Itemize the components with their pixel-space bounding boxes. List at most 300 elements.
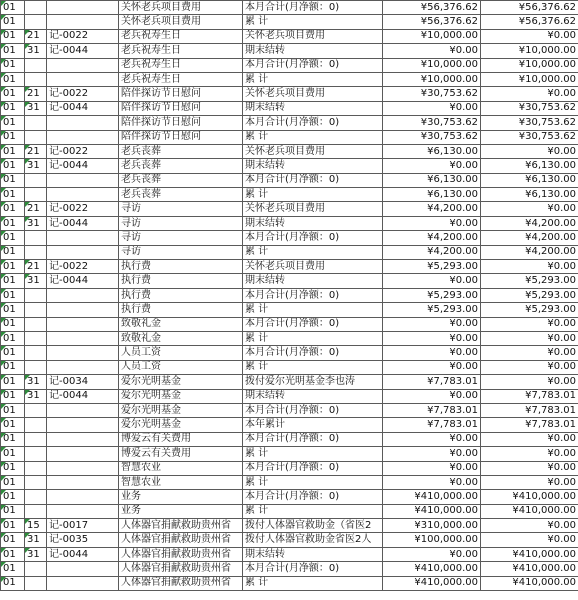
summary-cell[interactable] [243, 44, 383, 58]
summary-cell[interactable] [243, 58, 383, 72]
month-cell[interactable] [1, 231, 25, 245]
balance-cell[interactable] [481, 562, 578, 576]
amount-cell[interactable] [383, 159, 481, 173]
voucher-cell[interactable] [47, 519, 119, 533]
amount-cell[interactable] [383, 29, 481, 43]
table-row[interactable] [1, 403, 578, 417]
balance-cell[interactable] [481, 533, 578, 547]
subject-cell[interactable] [119, 533, 243, 547]
subject-cell[interactable] [119, 144, 243, 158]
subject-cell[interactable] [119, 576, 243, 590]
month-cell[interactable] [1, 29, 25, 43]
amount-cell[interactable] [383, 475, 481, 489]
voucher-cell[interactable] [47, 188, 119, 202]
summary-cell[interactable] [243, 461, 383, 475]
balance-cell[interactable] [481, 29, 578, 43]
day-cell[interactable] [25, 15, 47, 29]
amount-cell[interactable] [383, 547, 481, 561]
table-row[interactable] [1, 461, 578, 475]
subject-cell[interactable] [119, 245, 243, 259]
summary-cell[interactable] [243, 274, 383, 288]
month-cell[interactable] [1, 504, 25, 518]
summary-cell[interactable] [243, 231, 383, 245]
amount-cell[interactable] [383, 144, 481, 158]
month-cell[interactable] [1, 403, 25, 417]
subject-cell[interactable] [119, 375, 243, 389]
month-cell[interactable] [1, 375, 25, 389]
balance-cell[interactable] [481, 375, 578, 389]
subject-cell[interactable] [119, 15, 243, 29]
summary-cell[interactable] [243, 432, 383, 446]
voucher-cell[interactable] [47, 432, 119, 446]
summary-cell[interactable] [243, 1, 383, 15]
voucher-cell[interactable] [47, 245, 119, 259]
voucher-cell[interactable] [47, 260, 119, 274]
summary-cell[interactable] [243, 288, 383, 302]
table-row[interactable] [1, 475, 578, 489]
amount-cell[interactable] [383, 403, 481, 417]
table-row[interactable] [1, 202, 578, 216]
summary-cell[interactable] [243, 346, 383, 360]
voucher-cell[interactable] [47, 173, 119, 187]
amount-cell[interactable] [383, 72, 481, 86]
subject-cell[interactable] [119, 432, 243, 446]
day-cell[interactable] [25, 447, 47, 461]
summary-cell[interactable] [243, 418, 383, 432]
day-cell[interactable] [25, 331, 47, 345]
day-cell[interactable] [25, 346, 47, 360]
balance-cell[interactable] [481, 116, 578, 130]
day-cell[interactable] [25, 159, 47, 173]
balance-cell[interactable] [481, 303, 578, 317]
day-cell[interactable] [25, 173, 47, 187]
summary-cell[interactable] [243, 533, 383, 547]
month-cell[interactable] [1, 144, 25, 158]
amount-cell[interactable] [383, 202, 481, 216]
subject-cell[interactable] [119, 130, 243, 144]
day-cell[interactable] [25, 403, 47, 417]
amount-cell[interactable] [383, 519, 481, 533]
month-cell[interactable] [1, 346, 25, 360]
day-cell[interactable] [25, 288, 47, 302]
summary-cell[interactable] [243, 159, 383, 173]
month-cell[interactable] [1, 303, 25, 317]
balance-cell[interactable] [481, 144, 578, 158]
balance-cell[interactable] [481, 403, 578, 417]
day-cell[interactable] [25, 490, 47, 504]
summary-cell[interactable] [243, 260, 383, 274]
subject-cell[interactable] [119, 188, 243, 202]
subject-cell[interactable] [119, 504, 243, 518]
table-row[interactable] [1, 260, 578, 274]
balance-cell[interactable] [481, 576, 578, 590]
table-row[interactable] [1, 576, 578, 590]
day-cell[interactable] [25, 389, 47, 403]
month-cell[interactable] [1, 72, 25, 86]
amount-cell[interactable] [383, 432, 481, 446]
voucher-cell[interactable] [47, 202, 119, 216]
voucher-cell[interactable] [47, 29, 119, 43]
table-row[interactable] [1, 72, 578, 86]
month-cell[interactable] [1, 202, 25, 216]
balance-cell[interactable] [481, 44, 578, 58]
month-cell[interactable] [1, 173, 25, 187]
balance-cell[interactable] [481, 130, 578, 144]
day-cell[interactable] [25, 576, 47, 590]
day-cell[interactable] [25, 1, 47, 15]
balance-cell[interactable] [481, 202, 578, 216]
balance-cell[interactable] [481, 475, 578, 489]
subject-cell[interactable] [119, 519, 243, 533]
subject-cell[interactable] [119, 418, 243, 432]
amount-cell[interactable] [383, 576, 481, 590]
day-cell[interactable] [25, 260, 47, 274]
day-cell[interactable] [25, 116, 47, 130]
voucher-cell[interactable] [47, 1, 119, 15]
table-row[interactable] [1, 504, 578, 518]
table-row[interactable] [1, 331, 578, 345]
voucher-cell[interactable] [47, 231, 119, 245]
table-row[interactable] [1, 216, 578, 230]
summary-cell[interactable] [243, 130, 383, 144]
balance-cell[interactable] [481, 547, 578, 561]
subject-cell[interactable] [119, 461, 243, 475]
month-cell[interactable] [1, 188, 25, 202]
day-cell[interactable] [25, 360, 47, 374]
amount-cell[interactable] [383, 15, 481, 29]
balance-cell[interactable] [481, 288, 578, 302]
month-cell[interactable] [1, 461, 25, 475]
day-cell[interactable] [25, 216, 47, 230]
subject-cell[interactable] [119, 216, 243, 230]
subject-cell[interactable] [119, 101, 243, 115]
summary-cell[interactable] [243, 475, 383, 489]
table-row[interactable] [1, 375, 578, 389]
balance-cell[interactable] [481, 490, 578, 504]
table-row[interactable] [1, 116, 578, 130]
day-cell[interactable] [25, 245, 47, 259]
month-cell[interactable] [1, 260, 25, 274]
table-row[interactable] [1, 173, 578, 187]
amount-cell[interactable] [383, 317, 481, 331]
summary-cell[interactable] [243, 72, 383, 86]
balance-cell[interactable] [481, 15, 578, 29]
subject-cell[interactable] [119, 475, 243, 489]
balance-cell[interactable] [481, 389, 578, 403]
summary-cell[interactable] [243, 173, 383, 187]
day-cell[interactable] [25, 418, 47, 432]
month-cell[interactable] [1, 159, 25, 173]
month-cell[interactable] [1, 1, 25, 15]
month-cell[interactable] [1, 130, 25, 144]
voucher-cell[interactable] [47, 58, 119, 72]
summary-cell[interactable] [243, 360, 383, 374]
subject-cell[interactable] [119, 403, 243, 417]
month-cell[interactable] [1, 432, 25, 446]
table-row[interactable] [1, 245, 578, 259]
voucher-cell[interactable] [47, 72, 119, 86]
day-cell[interactable] [25, 461, 47, 475]
day-cell[interactable] [25, 72, 47, 86]
month-cell[interactable] [1, 44, 25, 58]
subject-cell[interactable] [119, 231, 243, 245]
voucher-cell[interactable] [47, 288, 119, 302]
subject-cell[interactable] [119, 1, 243, 15]
summary-cell[interactable] [243, 447, 383, 461]
day-cell[interactable] [25, 29, 47, 43]
summary-cell[interactable] [243, 403, 383, 417]
table-row[interactable] [1, 231, 578, 245]
subject-cell[interactable] [119, 562, 243, 576]
subject-cell[interactable] [119, 44, 243, 58]
month-cell[interactable] [1, 101, 25, 115]
summary-cell[interactable] [243, 144, 383, 158]
table-row[interactable] [1, 519, 578, 533]
month-cell[interactable] [1, 475, 25, 489]
subject-cell[interactable] [119, 303, 243, 317]
summary-cell[interactable] [243, 504, 383, 518]
summary-cell[interactable] [243, 245, 383, 259]
subject-cell[interactable] [119, 159, 243, 173]
balance-cell[interactable] [481, 331, 578, 345]
voucher-cell[interactable] [47, 101, 119, 115]
subject-cell[interactable] [119, 173, 243, 187]
subject-cell[interactable] [119, 274, 243, 288]
voucher-cell[interactable] [47, 375, 119, 389]
amount-cell[interactable] [383, 562, 481, 576]
balance-cell[interactable] [481, 447, 578, 461]
amount-cell[interactable] [383, 274, 481, 288]
day-cell[interactable] [25, 303, 47, 317]
subject-cell[interactable] [119, 490, 243, 504]
balance-cell[interactable] [481, 418, 578, 432]
summary-cell[interactable] [243, 547, 383, 561]
subject-cell[interactable] [119, 87, 243, 101]
summary-cell[interactable] [243, 29, 383, 43]
day-cell[interactable] [25, 562, 47, 576]
summary-cell[interactable] [243, 202, 383, 216]
subject-cell[interactable] [119, 331, 243, 345]
table-row[interactable] [1, 1, 578, 15]
voucher-cell[interactable] [47, 317, 119, 331]
amount-cell[interactable] [383, 130, 481, 144]
day-cell[interactable] [25, 231, 47, 245]
amount-cell[interactable] [383, 346, 481, 360]
voucher-cell[interactable] [47, 504, 119, 518]
voucher-cell[interactable] [47, 360, 119, 374]
subject-cell[interactable] [119, 317, 243, 331]
month-cell[interactable] [1, 519, 25, 533]
summary-cell[interactable] [243, 562, 383, 576]
day-cell[interactable] [25, 274, 47, 288]
day-cell[interactable] [25, 44, 47, 58]
voucher-cell[interactable] [47, 475, 119, 489]
subject-cell[interactable] [119, 202, 243, 216]
month-cell[interactable] [1, 576, 25, 590]
amount-cell[interactable] [383, 389, 481, 403]
balance-cell[interactable] [481, 274, 578, 288]
voucher-cell[interactable] [47, 130, 119, 144]
summary-cell[interactable] [243, 331, 383, 345]
amount-cell[interactable] [383, 533, 481, 547]
summary-cell[interactable] [243, 216, 383, 230]
amount-cell[interactable] [383, 173, 481, 187]
day-cell[interactable] [25, 432, 47, 446]
voucher-cell[interactable] [47, 144, 119, 158]
month-cell[interactable] [1, 245, 25, 259]
voucher-cell[interactable] [47, 576, 119, 590]
voucher-cell[interactable] [47, 116, 119, 130]
table-row[interactable] [1, 432, 578, 446]
balance-cell[interactable] [481, 360, 578, 374]
month-cell[interactable] [1, 288, 25, 302]
table-row[interactable] [1, 317, 578, 331]
balance-cell[interactable] [481, 87, 578, 101]
month-cell[interactable] [1, 116, 25, 130]
amount-cell[interactable] [383, 216, 481, 230]
balance-cell[interactable] [481, 58, 578, 72]
amount-cell[interactable] [383, 1, 481, 15]
subject-cell[interactable] [119, 360, 243, 374]
voucher-cell[interactable] [47, 418, 119, 432]
voucher-cell[interactable] [47, 216, 119, 230]
voucher-cell[interactable] [47, 303, 119, 317]
balance-cell[interactable] [481, 101, 578, 115]
amount-cell[interactable] [383, 101, 481, 115]
balance-cell[interactable] [481, 173, 578, 187]
month-cell[interactable] [1, 331, 25, 345]
amount-cell[interactable] [383, 188, 481, 202]
month-cell[interactable] [1, 547, 25, 561]
voucher-cell[interactable] [47, 346, 119, 360]
summary-cell[interactable] [243, 87, 383, 101]
month-cell[interactable] [1, 447, 25, 461]
month-cell[interactable] [1, 15, 25, 29]
table-row[interactable] [1, 274, 578, 288]
summary-cell[interactable] [243, 188, 383, 202]
month-cell[interactable] [1, 490, 25, 504]
balance-cell[interactable] [481, 72, 578, 86]
table-row[interactable] [1, 447, 578, 461]
table-row[interactable] [1, 144, 578, 158]
day-cell[interactable] [25, 202, 47, 216]
month-cell[interactable] [1, 216, 25, 230]
summary-cell[interactable] [243, 116, 383, 130]
day-cell[interactable] [25, 317, 47, 331]
voucher-cell[interactable] [47, 533, 119, 547]
amount-cell[interactable] [383, 461, 481, 475]
table-row[interactable] [1, 188, 578, 202]
balance-cell[interactable] [481, 188, 578, 202]
voucher-cell[interactable] [47, 547, 119, 561]
table-row[interactable] [1, 159, 578, 173]
table-row[interactable] [1, 490, 578, 504]
voucher-cell[interactable] [47, 447, 119, 461]
day-cell[interactable] [25, 533, 47, 547]
table-row[interactable] [1, 288, 578, 302]
summary-cell[interactable] [243, 375, 383, 389]
table-row[interactable] [1, 562, 578, 576]
table-row[interactable] [1, 547, 578, 561]
summary-cell[interactable] [243, 389, 383, 403]
voucher-cell[interactable] [47, 87, 119, 101]
day-cell[interactable] [25, 475, 47, 489]
subject-cell[interactable] [119, 72, 243, 86]
subject-cell[interactable] [119, 447, 243, 461]
voucher-cell[interactable] [47, 461, 119, 475]
table-row[interactable] [1, 29, 578, 43]
amount-cell[interactable] [383, 58, 481, 72]
subject-cell[interactable] [119, 260, 243, 274]
day-cell[interactable] [25, 519, 47, 533]
day-cell[interactable] [25, 375, 47, 389]
subject-cell[interactable] [119, 547, 243, 561]
day-cell[interactable] [25, 130, 47, 144]
day-cell[interactable] [25, 188, 47, 202]
amount-cell[interactable] [383, 490, 481, 504]
summary-cell[interactable] [243, 317, 383, 331]
balance-cell[interactable] [481, 1, 578, 15]
amount-cell[interactable] [383, 231, 481, 245]
month-cell[interactable] [1, 389, 25, 403]
amount-cell[interactable] [383, 288, 481, 302]
month-cell[interactable] [1, 533, 25, 547]
month-cell[interactable] [1, 87, 25, 101]
amount-cell[interactable] [383, 116, 481, 130]
subject-cell[interactable] [119, 58, 243, 72]
voucher-cell[interactable] [47, 490, 119, 504]
subject-cell[interactable] [119, 116, 243, 130]
amount-cell[interactable] [383, 375, 481, 389]
amount-cell[interactable] [383, 260, 481, 274]
summary-cell[interactable] [243, 15, 383, 29]
voucher-cell[interactable] [47, 331, 119, 345]
subject-cell[interactable] [119, 29, 243, 43]
subject-cell[interactable] [119, 288, 243, 302]
summary-cell[interactable] [243, 303, 383, 317]
voucher-cell[interactable] [47, 562, 119, 576]
day-cell[interactable] [25, 58, 47, 72]
subject-cell[interactable] [119, 346, 243, 360]
day-cell[interactable] [25, 504, 47, 518]
amount-cell[interactable] [383, 87, 481, 101]
summary-cell[interactable] [243, 519, 383, 533]
balance-cell[interactable] [481, 317, 578, 331]
table-row[interactable] [1, 44, 578, 58]
table-row[interactable] [1, 58, 578, 72]
amount-cell[interactable] [383, 360, 481, 374]
voucher-cell[interactable] [47, 403, 119, 417]
table-row[interactable] [1, 15, 578, 29]
table-row[interactable] [1, 533, 578, 547]
table-row[interactable] [1, 389, 578, 403]
amount-cell[interactable] [383, 447, 481, 461]
balance-cell[interactable] [481, 432, 578, 446]
table-row[interactable] [1, 418, 578, 432]
balance-cell[interactable] [481, 504, 578, 518]
balance-cell[interactable] [481, 231, 578, 245]
month-cell[interactable] [1, 317, 25, 331]
balance-cell[interactable] [481, 346, 578, 360]
day-cell[interactable] [25, 87, 47, 101]
day-cell[interactable] [25, 144, 47, 158]
summary-cell[interactable] [243, 576, 383, 590]
summary-cell[interactable] [243, 101, 383, 115]
month-cell[interactable] [1, 274, 25, 288]
voucher-cell[interactable] [47, 15, 119, 29]
voucher-cell[interactable] [47, 44, 119, 58]
voucher-cell[interactable] [47, 159, 119, 173]
